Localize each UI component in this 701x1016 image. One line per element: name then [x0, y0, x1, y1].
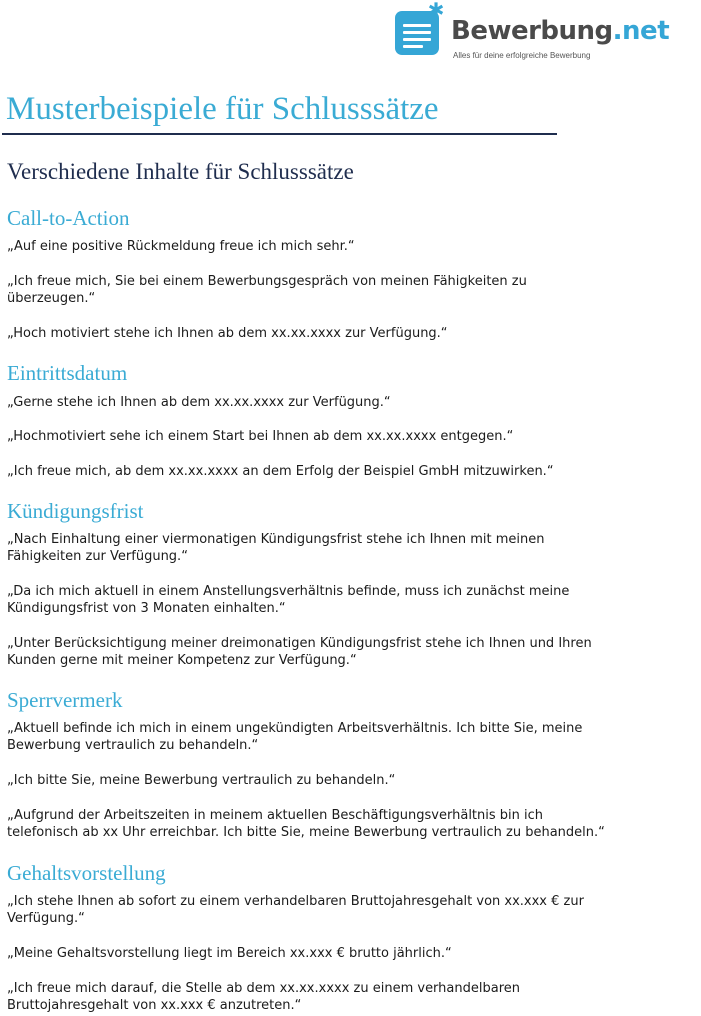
example-sentence: „Ich stehe Ihnen ab sofort zu einem verhandelbaren Bruttojahresgehalt von xx.xxx € zur Verfügung.“	[7, 894, 584, 926]
section-heading-kuendigungsfrist: Kündigungsfrist	[7, 499, 144, 523]
brand-name-main: Bewerbung	[451, 16, 613, 46]
example-sentence: „Aufgrund der Arbeitszeiten in meinem aktuellen Beschäftigungsverhältnis bin ich telefonisch ab xx Uhr erreichbar. Ich bitte Sie, meine Bewerbung vertraulich zu behandeln.“	[7, 808, 605, 840]
example-sentence: „Meine Gehaltsvorstellung liegt im Bereich xx.xxx € brutto jährlich.“	[7, 946, 452, 961]
sparkle-icon: ✱	[427, 0, 445, 22]
example-sentence: „Gerne stehe ich Ihnen ab dem xx.xx.xxxx zur Verfügung.“	[7, 395, 391, 410]
example-sentence: „Hochmotiviert sehe ich einem Start bei Ihnen ab dem xx.xx.xxxx entgegen.“	[7, 429, 514, 444]
example-sentence: „Ich freue mich, Sie bei einem Bewerbungsgespräch von meinen Fähigkeiten zu überzeugen.“	[7, 274, 527, 306]
example-sentence: „Ich freue mich darauf, die Stelle ab dem xx.xx.xxxx zu einem verhandelbaren Bruttojahresgehalt von xx.xxx € anzutreten.“	[7, 981, 520, 1013]
brand-name-tld: .net	[612, 16, 670, 46]
example-sentence: „Nach Einhaltung einer viermonatigen Kündigungsfrist stehe ich Ihnen mit meinen Fähigkeiten zur Verfügung.“	[7, 532, 545, 564]
page-subtitle: Verschiedene Inhalte für Schlusssätze	[7, 159, 354, 184]
example-sentence: „Aktuell befinde ich mich in einem ungekündigten Arbeitsverhältnis. Ich bitte Sie, meine Bewerbung vertraulich zu behandeln.“	[7, 721, 583, 753]
brand-name	[451, 16, 669, 46]
section-heading-call-to-action: Call-to-Action	[7, 206, 130, 230]
title-divider	[2, 133, 557, 135]
example-sentence: „Unter Berücksichtigung meiner dreimonatigen Kündigungsfrist stehe ich Ihnen und Ihren Kunden gerne mit meiner Kompetenz zur Verfügung.“	[7, 636, 592, 668]
example-sentence: „Ich bitte Sie, meine Bewerbung vertraulich zu behandeln.“	[7, 773, 396, 788]
example-sentence: „Auf eine positive Rückmeldung freue ich mich sehr.“	[7, 239, 355, 254]
brand-logo	[395, 0, 695, 64]
example-sentence: „Da ich mich aktuell in einem Anstellungsverhältnis befinde, muss ich zunächst meine Kündigungsfrist von 3 Monaten einhalten.“	[7, 584, 570, 616]
section-heading-sperrvermerk: Sperrvermerk	[7, 688, 123, 712]
section-heading-eintrittsdatum: Eintrittsdatum	[7, 361, 128, 385]
section-heading-gehaltsvorstellung: Gehaltsvorstellung	[7, 861, 166, 885]
page-title: Musterbeispiele für Schlusssätze	[6, 91, 439, 127]
example-sentence: „Ich freue mich, ab dem xx.xx.xxxx an dem Erfolg der Beispiel GmbH mitzuwirken.“	[7, 464, 554, 479]
brand-tagline: Alles für deine erfolgreiche Bewerbung	[453, 51, 591, 60]
example-sentence: „Hoch motiviert stehe ich Ihnen ab dem xx.xx.xxxx zur Verfügung.“	[7, 326, 448, 341]
